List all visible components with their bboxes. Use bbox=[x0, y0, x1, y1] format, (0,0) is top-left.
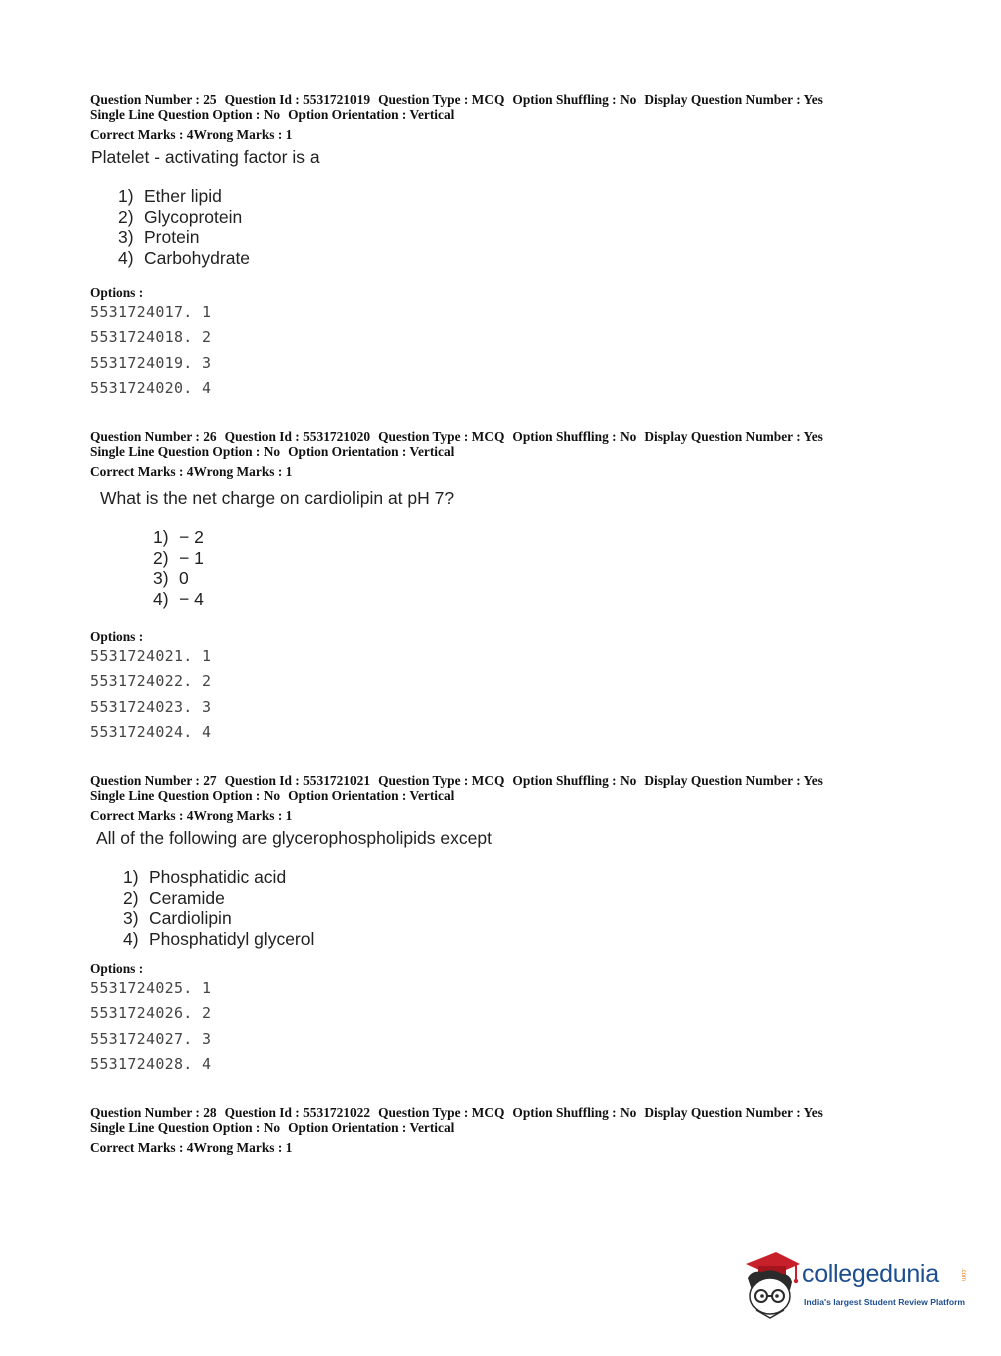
logo-domain-suffix: .com bbox=[960, 1268, 966, 1282]
option-id-list bbox=[90, 300, 211, 401]
display-question-number: Display Question Number : Yes bbox=[644, 1105, 823, 1120]
option-orientation: Option Orientation : Vertical bbox=[288, 444, 455, 459]
option-id: 5531724019. 3 bbox=[90, 353, 212, 372]
answer-choice: 3) Cardiolipin bbox=[123, 908, 232, 929]
option-id: 5531724024. 4 bbox=[90, 722, 212, 741]
correct-marks: Correct Marks : 4 bbox=[90, 808, 194, 823]
single-line-option: Single Line Question Option : No bbox=[90, 107, 281, 122]
marks-line bbox=[90, 464, 970, 479]
option-shuffling: Option Shuffling : No bbox=[512, 1105, 637, 1120]
correct-marks: Correct Marks : 4 bbox=[90, 1140, 194, 1155]
question-type: Question Type : MCQ bbox=[378, 429, 505, 444]
answer-choices bbox=[123, 867, 314, 950]
option-id: 5531724021. 1 bbox=[90, 647, 212, 665]
wrong-marks: Wrong Marks : 1 bbox=[193, 127, 293, 142]
answer-choice: 2) Ceramide bbox=[123, 887, 225, 908]
question-text: What is the net charge on cardiolipin at pH 7? bbox=[100, 488, 455, 508]
logo-wordmark: collegedunia bbox=[802, 1260, 939, 1288]
single-line-option: Single Line Question Option : No bbox=[90, 788, 281, 803]
wrong-marks: Wrong Marks : 1 bbox=[193, 1140, 293, 1155]
logo-tagline: India's largest Student Review Platform bbox=[804, 1297, 966, 1307]
display-question-number: Display Question Number : Yes bbox=[644, 429, 823, 444]
single-line-option: Single Line Question Option : No bbox=[90, 1120, 281, 1135]
correct-marks: Correct Marks : 4 bbox=[90, 464, 194, 479]
option-id: 5531724026. 2 bbox=[90, 1004, 212, 1023]
options-label: Options : bbox=[90, 629, 144, 644]
meta-line-1 bbox=[90, 92, 970, 107]
marks-line bbox=[90, 1140, 970, 1155]
question-id: Question Id : 5531721019 bbox=[224, 92, 371, 107]
answer-choice: 4) − 4 bbox=[153, 589, 204, 610]
option-id-list bbox=[90, 644, 211, 745]
question-meta bbox=[90, 92, 970, 142]
display-question-number: Display Question Number : Yes bbox=[644, 92, 823, 107]
collegedunia-logo[interactable] bbox=[742, 1250, 972, 1322]
question-number: Question Number : 27 bbox=[90, 773, 217, 788]
question-type: Question Type : MCQ bbox=[378, 773, 505, 788]
meta-line-2 bbox=[90, 107, 970, 122]
graduate-mascot-icon bbox=[742, 1250, 802, 1322]
answer-choice: 2) − 1 bbox=[153, 547, 204, 568]
wrong-marks: Wrong Marks : 1 bbox=[193, 808, 293, 823]
question-type: Question Type : MCQ bbox=[378, 1105, 505, 1120]
answer-choice: 3) Protein bbox=[118, 227, 200, 248]
answer-choice: 1) − 2 bbox=[153, 527, 204, 547]
answer-choices bbox=[153, 527, 204, 610]
meta-line-1 bbox=[90, 429, 970, 444]
question-number: Question Number : 28 bbox=[90, 1105, 217, 1120]
option-id: 5531724028. 4 bbox=[90, 1054, 212, 1073]
marks-line bbox=[90, 127, 970, 142]
display-question-number: Display Question Number : Yes bbox=[644, 773, 823, 788]
answer-choice: 1) Phosphatidic acid bbox=[123, 867, 287, 887]
option-id: 5531724027. 3 bbox=[90, 1029, 212, 1048]
option-orientation: Option Orientation : Vertical bbox=[288, 788, 455, 803]
question-text: Platelet - activating factor is a bbox=[91, 147, 320, 167]
meta-line-1 bbox=[90, 1105, 970, 1120]
correct-marks: Correct Marks : 4 bbox=[90, 127, 194, 142]
option-shuffling: Option Shuffling : No bbox=[512, 773, 637, 788]
option-id: 5531724018. 2 bbox=[90, 328, 212, 347]
answer-choice: 2) Glycoprotein bbox=[118, 206, 243, 227]
meta-line-2 bbox=[90, 1120, 970, 1135]
question-id: Question Id : 5531721021 bbox=[224, 773, 371, 788]
options-label: Options : bbox=[90, 961, 144, 976]
answer-choice: 4) Carbohydrate bbox=[118, 248, 251, 269]
question-number: Question Number : 26 bbox=[90, 429, 217, 444]
question-number: Question Number : 25 bbox=[90, 92, 217, 107]
option-id: 5531724017. 1 bbox=[90, 303, 212, 321]
question-meta bbox=[90, 429, 970, 479]
answer-choices bbox=[118, 186, 250, 269]
single-line-option: Single Line Question Option : No bbox=[90, 444, 281, 459]
option-id: 5531724020. 4 bbox=[90, 378, 212, 397]
option-id: 5531724023. 3 bbox=[90, 697, 212, 716]
question-id: Question Id : 5531721020 bbox=[224, 429, 371, 444]
option-orientation: Option Orientation : Vertical bbox=[288, 107, 455, 122]
option-shuffling: Option Shuffling : No bbox=[512, 429, 637, 444]
question-text: All of the following are glycerophospholipids except bbox=[96, 828, 492, 848]
marks-line bbox=[90, 808, 970, 823]
question-meta bbox=[90, 1105, 970, 1155]
question-id: Question Id : 5531721022 bbox=[224, 1105, 371, 1120]
meta-line-2 bbox=[90, 444, 970, 459]
meta-line-2 bbox=[90, 788, 970, 803]
option-shuffling: Option Shuffling : No bbox=[512, 92, 637, 107]
question-type: Question Type : MCQ bbox=[378, 92, 505, 107]
option-id: 5531724022. 2 bbox=[90, 672, 212, 691]
question-meta bbox=[90, 773, 970, 823]
answer-choice: 3) 0 bbox=[153, 568, 189, 589]
options-label: Options : bbox=[90, 285, 144, 300]
wrong-marks: Wrong Marks : 1 bbox=[193, 464, 293, 479]
option-orientation: Option Orientation : Vertical bbox=[288, 1120, 455, 1135]
meta-line-1 bbox=[90, 773, 970, 788]
answer-choice: 1) Ether lipid bbox=[118, 186, 222, 206]
option-id: 5531724025. 1 bbox=[90, 979, 212, 997]
answer-choice: 4) Phosphatidyl glycerol bbox=[123, 929, 315, 950]
option-id-list bbox=[90, 976, 211, 1077]
